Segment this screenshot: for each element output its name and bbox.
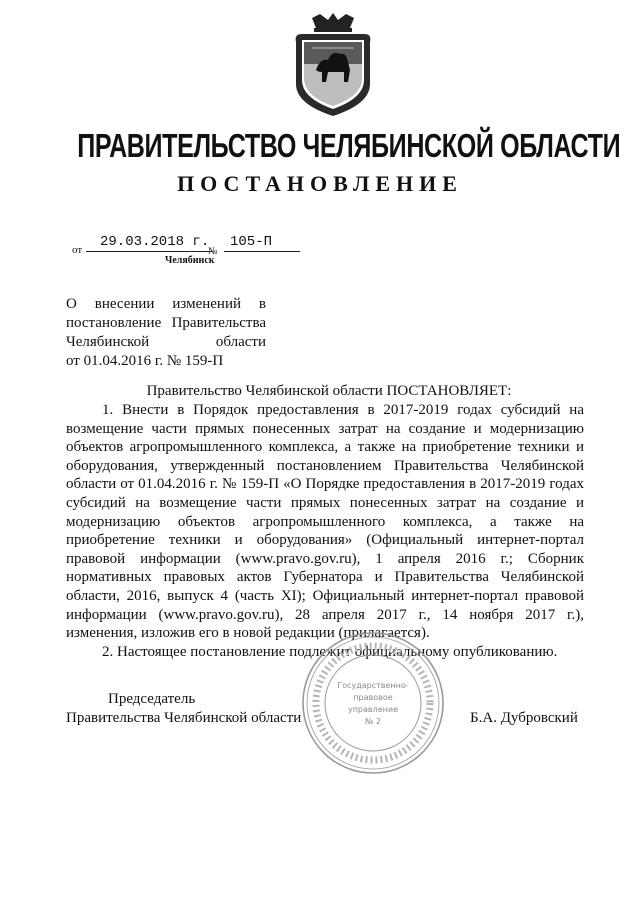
document-subject: [66, 295, 266, 371]
document-meta: [72, 234, 312, 274]
subject-line: Челябинской области: [66, 334, 266, 350]
signatory-title-line1: Председатель: [108, 691, 196, 707]
document-body: [66, 401, 584, 661]
stamp-text-line: правовое: [353, 693, 393, 702]
signatory-name: Б.А. Дубровский: [470, 710, 578, 726]
document-number: 105-П: [230, 234, 273, 250]
document-type-title: ПОСТАНОВЛЕНИЕ: [177, 171, 463, 196]
paragraph-1: 1. Внести в Порядок предоставления в 2017-2019 годах субсидий на возмещение части прямых понесенных затрат на создание и модернизацию объектов агропромышленного комплекса, а также на приобретение техники и оборудования, утвержденный постановлением Правительства Челябинской области от 01.04.2016 г. № 159-П «О Порядке предоставления в 2017-2019 годах субсидий на возмещение части прямых понесенных затрат на создание и модернизацию объектов агропромышленного комплекса, а также на приобретение техники и оборудования» (Официальный интернет-портал правовой информации (www.pravo.gov.ru), 1 апреля 2016 г.; Сборник нормативных правовых актов Губернатора и Правительства Челябинской области, 2016, выпуск 4 (часть XI); Официальный интернет-портал правовой информации (www.pravo.gov.ru), 28 апреля 2017 г., 14 ноября 2017 г.), изменения, изложив его в новой редакции (прилагается).: [66, 402, 584, 642]
signatory-title-line2: Правительства Челябинской области: [66, 710, 302, 726]
stamp-text-line: № 2: [365, 717, 381, 726]
government-title: ПРАВИТЕЛЬСТВО ЧЕЛЯБИНСКОЙ ОБЛАСТИ: [77, 127, 621, 164]
city-label: Челябинск: [165, 255, 215, 266]
document-date: 29.03.2018 г.: [100, 234, 210, 250]
subject-line: постановление Правительства: [66, 315, 266, 331]
subject-line: О внесении изменений в: [66, 296, 266, 312]
number-prefix: №: [208, 246, 218, 257]
date-prefix: от: [72, 244, 83, 256]
coat-of-arms-icon: [290, 12, 376, 118]
subject-line: от 01.04.2016 г. № 159-П: [66, 353, 224, 369]
date-underline: [86, 251, 212, 252]
stamp-text-line: Государственно-: [337, 681, 409, 690]
preamble: Правительство Челябинской области ПОСТАНОВЛЯЕТ:: [146, 383, 512, 399]
official-stamp-icon: [300, 630, 446, 776]
number-underline: [224, 251, 300, 252]
paragraph-2: 2. Настоящее постановление подлежит официальному опубликованию.: [102, 643, 558, 660]
stamp-text-line: управление: [347, 705, 399, 714]
